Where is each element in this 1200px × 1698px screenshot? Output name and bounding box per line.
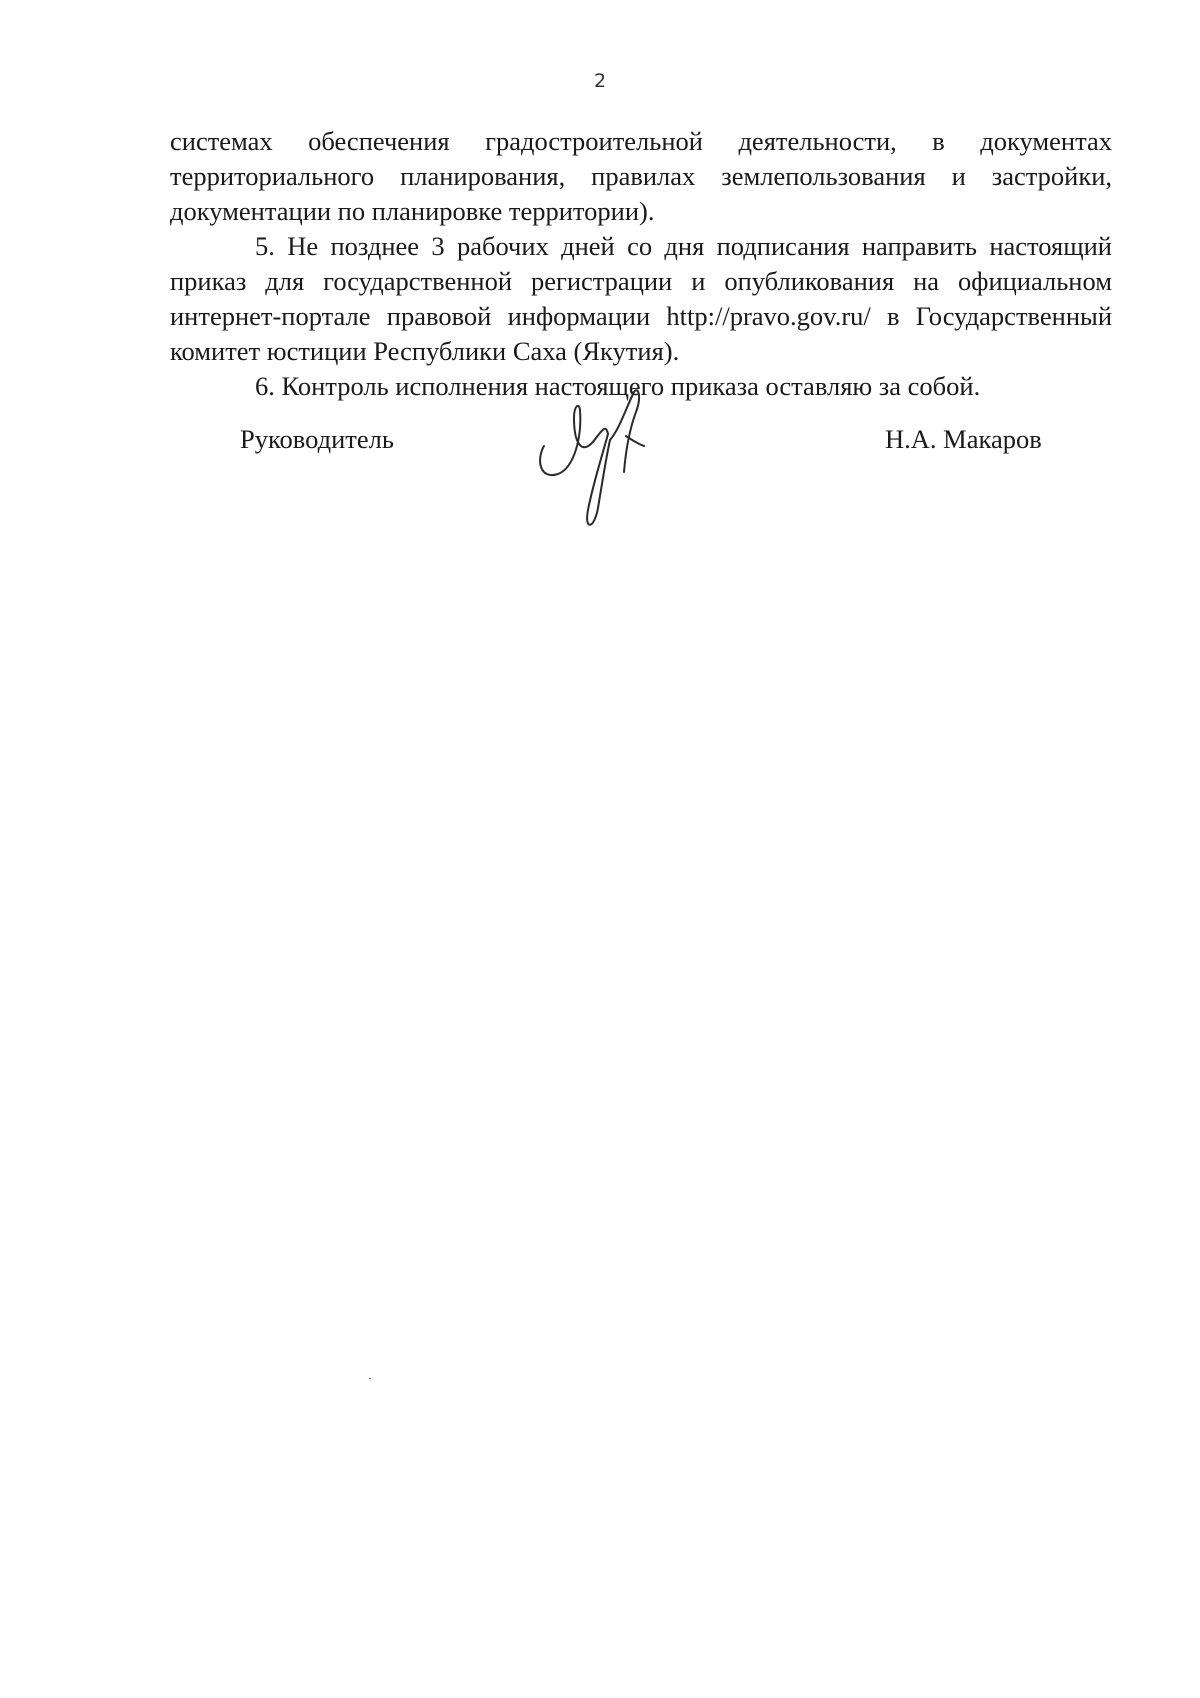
paragraph-item-6: 6. Контроль исполнения настоящего приказа оставляю за собой.: [255, 371, 981, 401]
signature-block: [0, 418, 1200, 558]
scan-speck: [369, 1378, 371, 1379]
handwritten-signature: [530, 388, 690, 538]
paragraph-item-5: 5. Не позднее 3 рабочих дней со дня подписания направить настоящий приказ для государственной регистрации и опубликования на официальном интернет-портале правовой информации http://pravo.gov.ru/ в Государственный комитет юстиции Республики Саха (Якутия).: [170, 231, 1112, 366]
paragraph-continuation: системах обеспечения градостроительной деятельности, в документах территориального планирования, правилах землепользования и застройки, документации по планировке территории).: [170, 126, 1112, 226]
signatory-name: Н.А. Макаров: [885, 424, 1042, 454]
page-number: 2: [593, 70, 607, 92]
document-body: [170, 124, 1112, 404]
signatory-role: Руководитель: [240, 424, 394, 454]
